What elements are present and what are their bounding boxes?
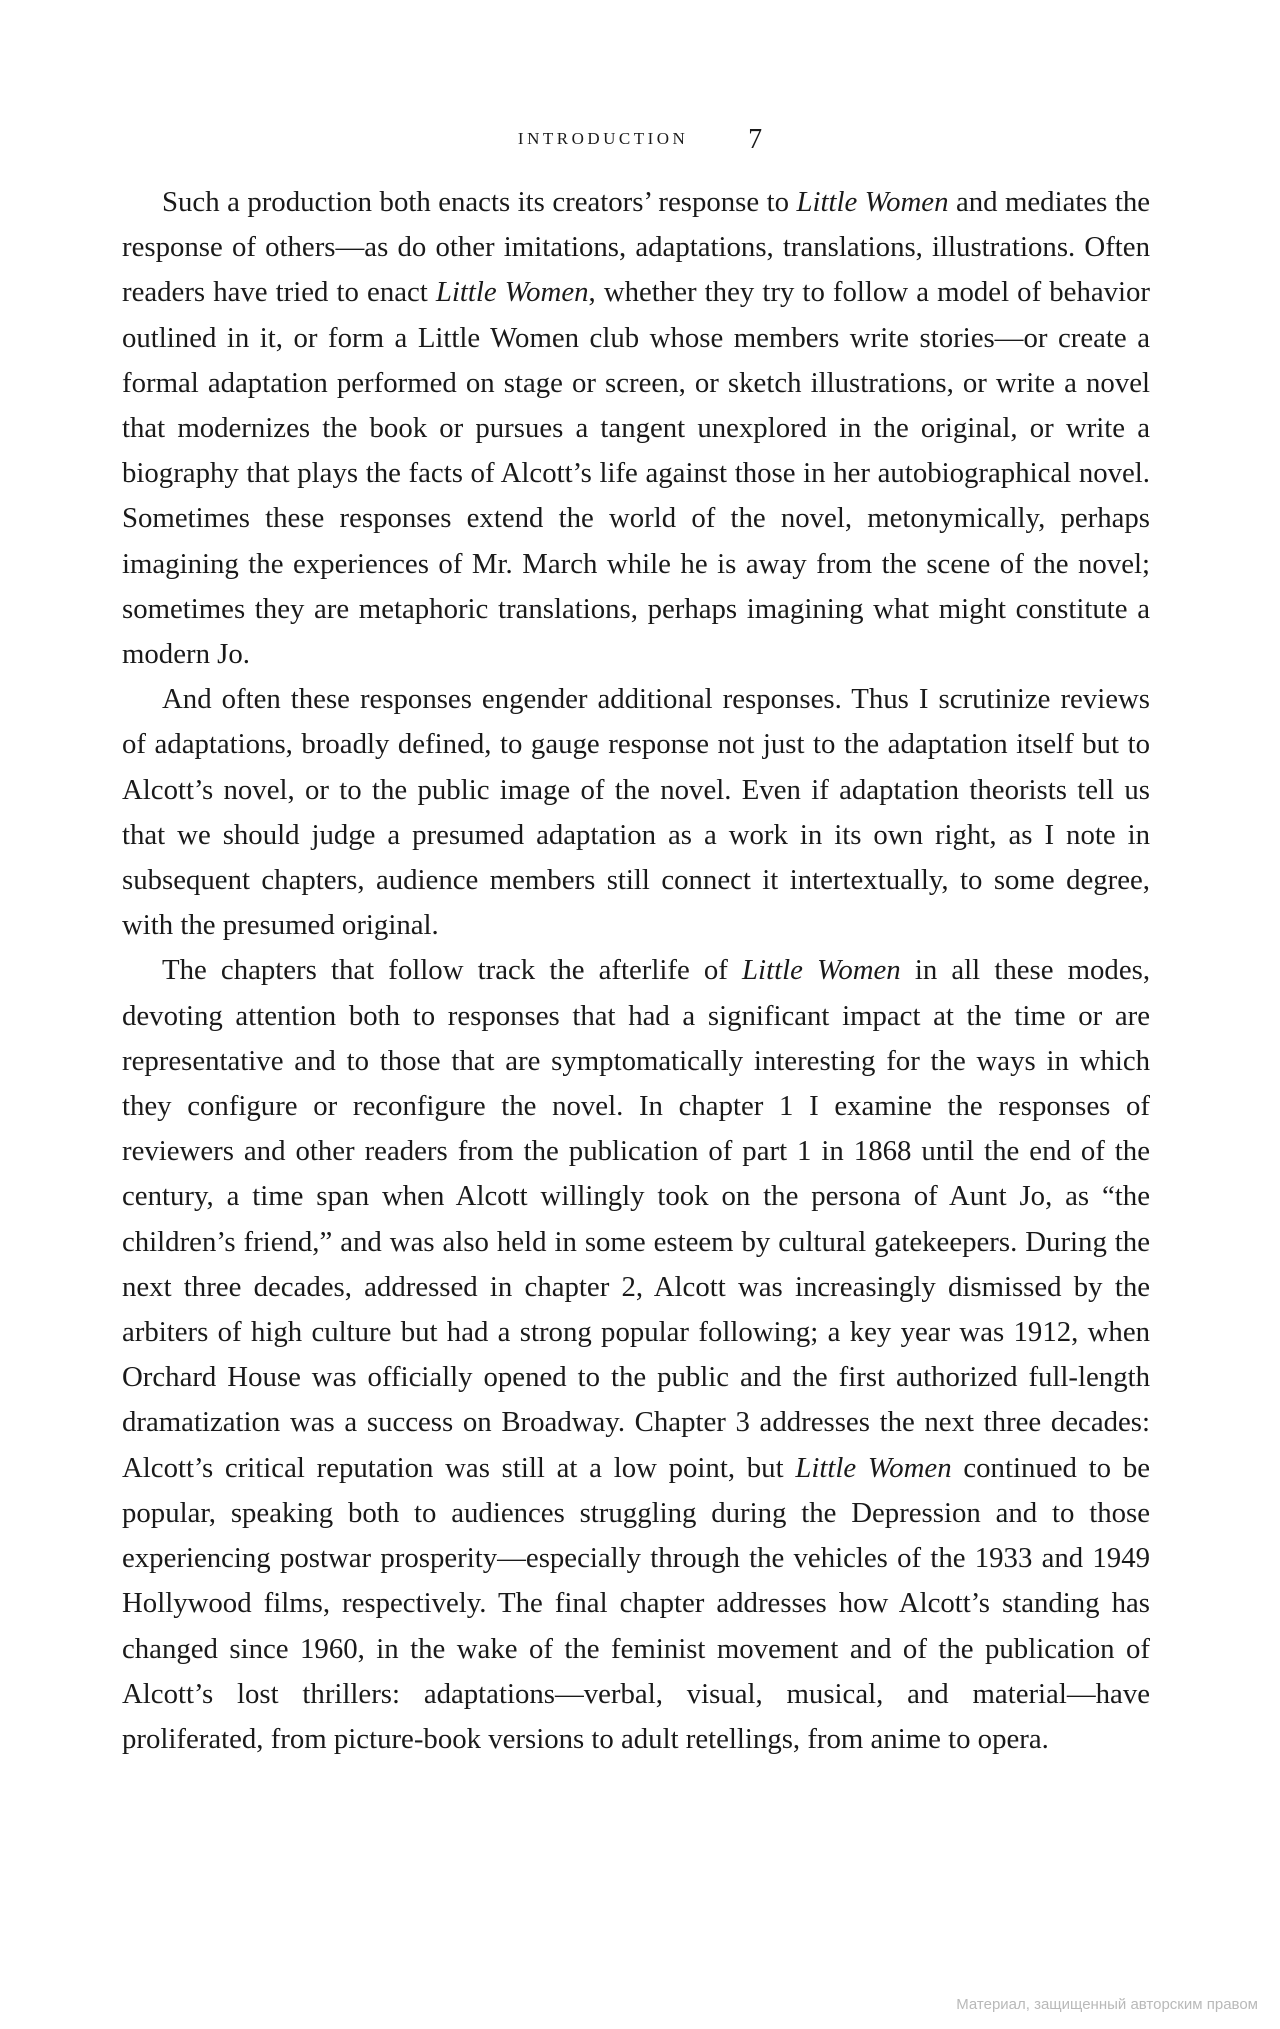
- paragraph: [122, 677, 1150, 948]
- running-head: [0, 120, 1280, 155]
- text-run: continued to be popular, speaking both to audiences struggling during the Depression and to those experiencing postwar prosperity—especially through the vehicles of the 1933 and 1949 Hollywood films, respectively. The final chapter addresses how Alcott’s standing has changed since 1960, in the wake of the feminist movement and of the publication of Alcott’s lost thrillers: adaptations—verbal, visual, musical, and material—have proliferated, from picture-book versions to adult retellings, from anime to opera.: [122, 1451, 1151, 1755]
- page-number: 7: [748, 124, 763, 155]
- text-run: The chapters that follow track the afterlife of: [162, 954, 743, 987]
- text-run: and mediates the response of others—as do other imitations, adaptations, translations, illustrations. Often readers have tried to enact: [122, 186, 1151, 309]
- book-title-italic: Little Women: [796, 186, 949, 218]
- paragraph: [122, 180, 1150, 677]
- book-title-italic: Little Women: [435, 276, 589, 309]
- running-title: INTRODUCTION: [517, 129, 689, 148]
- paragraph: [122, 948, 1150, 1762]
- text-run: Such a production both enacts its creators’ response to: [162, 186, 797, 218]
- book-title-italic: Little Women: [742, 954, 901, 987]
- text-run: And often these responses engender additional responses. Thus I scrutinize reviews of adaptations, broadly defined, to gauge response not just to the adaptation itself but to Alcott’s novel, or to the public image of the novel. Even if adaptation theorists tell us that we should judge a presumed adaptation as a work in its own right, as I note in subsequent chapters, audience members still connect it intertextually, to some degree, with the presumed original.: [122, 683, 1150, 942]
- body-text: [122, 180, 1150, 1762]
- book-title-italic: Little Women: [795, 1451, 952, 1484]
- text-run: in all these modes, devoting attention both to responses that had a significant impact at the time or are representative and to those that are symptomatically interesting for the ways in which they configure or reconfigure the novel. In chapter 1 I examine the responses of reviewers and other readers from the publication of part 1 in 1868 until the end of the century, a time span when Alcott willingly took on the persona of Aunt Jo, as “the children’s friend,” and was also held in some esteem by cultural gatekeepers. During the next three decades, addressed in chapter 2, Alcott was increasingly dismissed by the arbiters of high culture but had a strong popular following; a key year was 1912, when Orchard House was officially opened to the public and the first authorized full-length dramatization was a success on Broadway. Chapter 3 addresses the next three decades: Alcott’s critical reputation was still at a low point, but: [122, 954, 1151, 1484]
- copyright-watermark: Материал, защищенный авторским правом: [956, 1996, 1258, 2013]
- text-run: , whether they try to follow a model of behavior outlined in it, or form a Little Women club whose members write stories—or create a formal adaptation performed on stage or screen, or sketch illustrations, or write a novel that modernizes the book or pursues a tangent unexplored in the original, or write a biography that plays the facts of Alcott’s life against those in her autobiographical novel. Sometimes these responses extend the world of the novel, metonymically, perhaps imagining the experiences of Mr. March while he is away from the scene of the novel; sometimes they are metaphoric translations, perhaps imagining what might constitute a modern Jo.: [122, 276, 1151, 671]
